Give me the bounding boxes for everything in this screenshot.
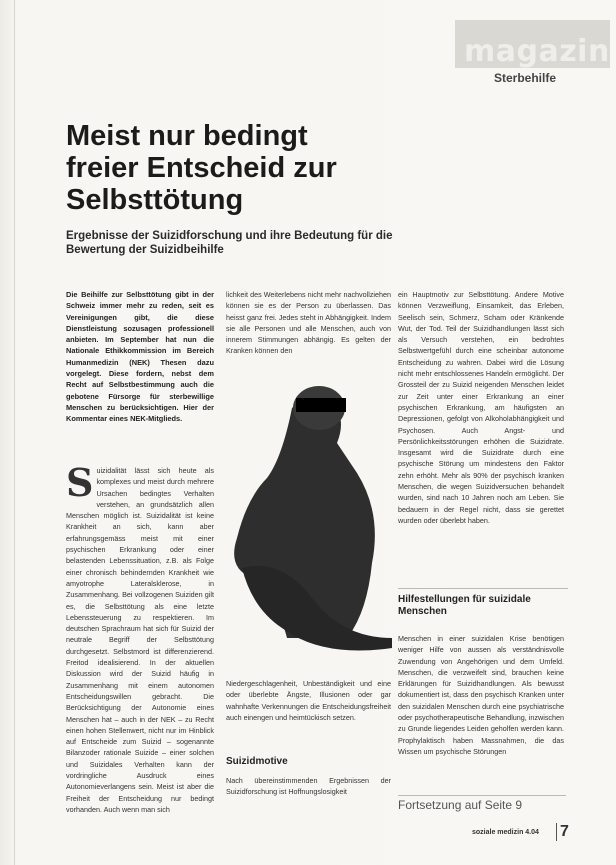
body-column-1	[66, 460, 214, 815]
title-line: Meist nur bedingt	[66, 120, 308, 152]
continued-notice: Fortsetzung auf Seite 9	[398, 795, 566, 812]
body-text: uizidalität lässt sich heute als komplexes und meist durch mehrere Ursachen bedingtes Verhalten verstehen, an grundsätzlich allen Menschen möglich ist. Suizidalität ist keine Krankheit an sich, kann aber erfahrungsgemäss meist mit einer psychischen Erkrankung oder einer belastenden Lebenssituation, z.B. als Folge einer chronisch behindernden Krankheit wie amyotrophe Lateralsklerose, in Zusammenhang. Bei vollzogenen Suiziden gilt es, die Selbsttötung als eine letzte Lebenssteuerung zu respektieren. Im deutschen Sprachraum hat sich für Suizid der neutrale Begriff der Selbsttötung durchgesetzt. Selbstmord ist differenzierend. Freitod idealisierend. In der aktuellen Diskussion wird der Suizid häufig in Zusammenhang mit einem autonomen Entscheidungswillen gebracht. Die Berücksichtigung der Autonomie eines Menschen hat – auch in der NEK – zu Recht einen hohen Stellenwert, nicht nur im Hinblick auf Entscheide zum Suizid – sogenannte Bilanzoder rationale Suizide – einer solchen und Suizidales Verhalten kann der vordringliche Ausdruck eines Autonomieverlangens sein. Meist ist aber die Freiheit der Entscheidung nur bedingt vorhanden. Auch wenn man sich	[66, 466, 214, 814]
subheading-hilfestellungen: Hilfestellungen für suizidale Menschen	[398, 588, 568, 618]
body-column-3: ein Hauptmotiv zur Selbsttötung. Andere Motive können Verzweiflung, Einsamkeit, das Erleben, Seelisch sein, Schmerz, Scham oder Kränkende Wut, der Tod. Teil der Suizidhandlungen lässt sich als Versuch verstehen, ein bedrohtes Selbstwertgefühl durch eine scheinbar autonome Entscheidung zu wahren. Dabei wird die Lösung nicht mehr entschlossenes Handeln ermöglicht. Der Grossteil der zu Suizid neigenden Menschen leidet zur Zeit unter einer Erkrankung an einer psychischen Erkrankung, am häufigsten an Depressionen, gefolgt von Alkoholabhängigkeit und Psychosen. Auch Angst- und Persönlichkeitsstörungen erhöhen die Suizidrate. Insgesamt wird die Suizidrate durch eine psychische Störung um mindestens den Faktor zehn erhöht. Mehr als 90% der psychisch kranken Menschen, die wegen Suizidversuchen behandelt wurden, sind nach 10 Jahren noch am Leben. Sie bedauern in der Regel nicht, dass sie gerettet wurden oder überlebt haben.	[398, 290, 564, 525]
section-label: Sterbehilfe	[494, 71, 557, 85]
article-photo	[222, 368, 402, 660]
body-column-3b: Menschen in einer suizidalen Krise benötigen weniger Hilfe von aussen als verständnisvolle Zuwendung von Angehörigen und dem Umfeld. Menschen, die verzweifelt sind, brauchen keine Erklärungen für Suizidhandlungen. Als bewusst dokumentiert ist, dass den psychisch Kranken unter den suizidalen Menschen durch eine psychiatrische oder psychotherapeutische Behandlung, inzwischen zu Grunde liegendes Leiden geholfen werden kann. Prophylaktisch haben Massnahmen, die das Wissen um psychische Störungen	[398, 634, 564, 756]
body-column-2c: Nach übereinstimmenden Ergebnissen der Suizidforschung ist Hoffnungslosigkeit	[226, 776, 391, 797]
subheading-suizidmotive: Suizidmotive	[226, 756, 288, 767]
footer-issue: soziale medizin 4.04	[472, 829, 539, 836]
drop-cap: S	[66, 460, 94, 505]
body-column-2: lichkeit des Weiterlebens nicht mehr nachvollziehen können sie es der Person zu überlassen. Das heisst ganz frei. Jedes steht in Abhängigkeit. Indem sie alle Personen und alle Menschen, auch von innerem Stimmungen abhängig. Es gelten der Kranken können den	[226, 290, 391, 356]
article-title	[66, 120, 446, 216]
title-line: Selbsttötung	[66, 184, 244, 216]
page-edge	[14, 0, 15, 865]
title-line: freier Entscheid zur	[66, 152, 337, 184]
lead-paragraph: Die Beihilfe zur Selbsttötung gibt in der Schweiz immer mehr zu reden, seit es Vereinigungen gibt, die diese Dienstleistung sozusagen professionell anbieten. Im September hat nun die Nationale Ethikkommission im Bereich Humanmedizin (NEK) Thesen dazu vorgelegt. Diese fordern, nebst dem Recht auf Selbstbestimmung auch die gebotene Fürsorge für sterbewillige Menschen zu berücksichtigen. Hier der Kommentar eines NEK-Mitglieds.	[66, 290, 214, 424]
magazin-label: magazin	[464, 34, 610, 69]
censor-bar	[296, 398, 346, 412]
article-subtitle: Ergebnisse der Suizidforschung und ihre Bedeutung für die Bewertung der Suizidbeihilfe	[66, 230, 393, 256]
page-number: 7	[556, 823, 569, 841]
body-column-2b: Niedergeschlagenheit, Unbeständigkeit und eine oder überlebte Ängste, Illusionen oder gar wahnhafte Verkennungen die Entscheidungsfreiheit auch einengen und heimtückisch setzen.	[226, 679, 391, 722]
